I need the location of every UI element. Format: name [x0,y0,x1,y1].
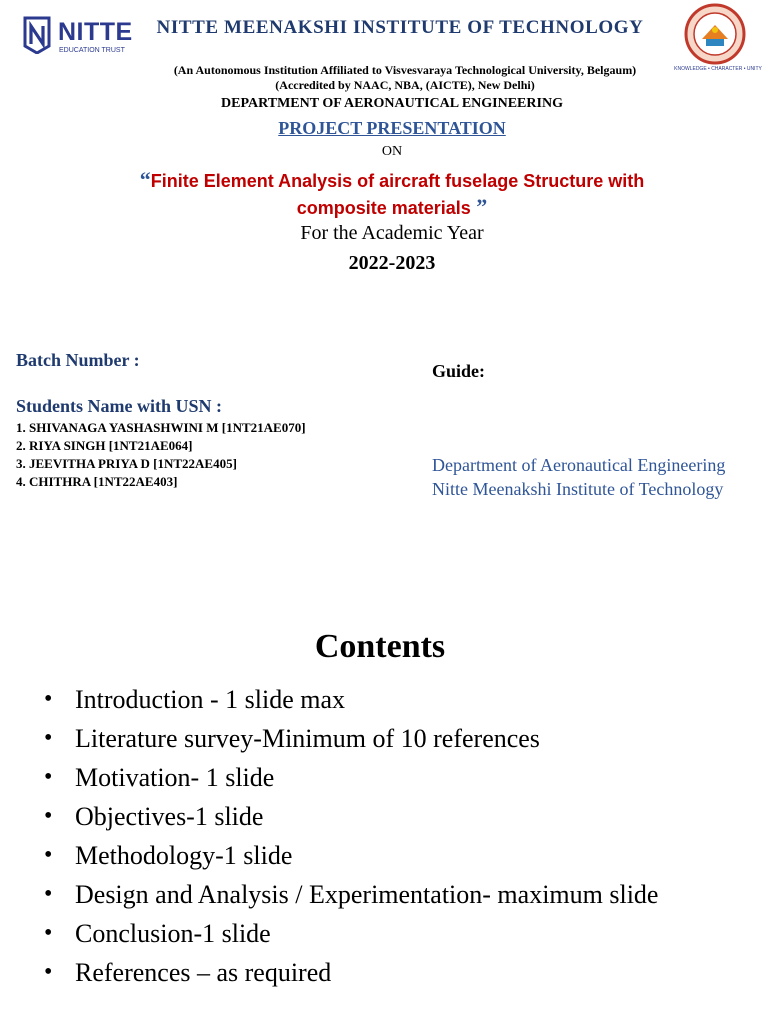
bullet: • [44,881,53,907]
logo-brand-text: NITTE [58,18,133,46]
contents-item [44,914,658,953]
contents-item-text: References – as required [75,958,332,987]
accreditation-line: (Accredited by NAAC, NBA, (AICTE), New Delhi) [275,78,535,92]
department-heading: DEPARTMENT OF AERONAUTICAL ENGINEERING [221,96,563,111]
student-item: 4. CHITHRA [1NT22AE403] [16,474,178,489]
bullet: • [44,725,53,751]
contents-item [44,797,658,836]
logo-trust-text: EDUCATION TRUST [59,47,125,54]
guide-department [432,453,725,501]
students-list [16,419,306,491]
contents-title: Contents [314,628,446,665]
academic-year-label: For the Academic Year [300,222,484,244]
nitte-logo [22,16,132,58]
academic-year: 2022-2023 [348,252,436,274]
contents-item [44,875,658,914]
bullet: • [44,686,53,712]
student-item: 1. SHIVANAGA YASHASHWINI M [1NT21AE070] [16,420,306,435]
close-quote: ” [470,194,488,219]
institute-seal [684,3,746,65]
batch-number-label: Batch Number : [16,350,140,370]
project-title-line-2 [110,194,674,221]
contents-item-text: Motivation- 1 slide [75,763,275,792]
contents-item [44,680,658,719]
bullet: • [44,920,53,946]
contents-item [44,758,658,797]
bullet: • [44,842,53,868]
institute-name: NITTE MEENAKSHI INSTITUTE OF TECHNOLOGY [156,17,644,38]
seal-motto: KNOWLEDGE • CHARACTER • UNITY [674,66,762,72]
project-title [110,167,674,221]
student-item: 2. RIYA SINGH [1NT21AE064] [16,438,193,453]
project-title-line-1 [110,167,674,194]
contents-item-text: Objectives-1 slide [75,802,264,831]
bullet: • [44,803,53,829]
project-presentation-heading: PROJECT PRESENTATION [278,118,506,138]
guide-label: Guide: [432,361,486,381]
contents-item-text: Design and Analysis / Experimentation- maximum slide [75,880,659,909]
bullet: • [44,764,53,790]
contents-item-text: Conclusion-1 slide [75,919,271,948]
contents-item-text: Literature survey-Minimum of 10 references [75,724,540,753]
on-label: ON [381,144,403,159]
contents-list [44,680,658,992]
title-line-2-text: composite materials [296,198,471,218]
affiliation-block [140,63,670,93]
contents-item [44,719,658,758]
guide-dept-line-2: Nitte Meenakshi Institute of Technology [432,479,724,499]
seal-icon [684,3,746,65]
bullet: • [44,959,53,985]
contents-item-text: Methodology-1 slide [75,841,293,870]
student-item: 3. JEEVITHA PRIYA D [1NT22AE405] [16,456,237,471]
contents-item [44,836,658,875]
students-heading: Students Name with USN : [16,396,223,416]
nitte-n-icon [22,16,52,54]
title-line-1-text: Finite Element Analysis of aircraft fuselage Structure with [150,171,645,191]
open-quote: “ [139,167,151,192]
affiliation-line: (An Autonomous Institution Affiliated to Visvesvaraya Technological University, Belgaum) [173,63,637,77]
contents-item [44,953,658,992]
contents-item-text: Introduction - 1 slide max [75,685,346,714]
guide-dept-line-1: Department of Aeronautical Engineering [432,455,726,475]
